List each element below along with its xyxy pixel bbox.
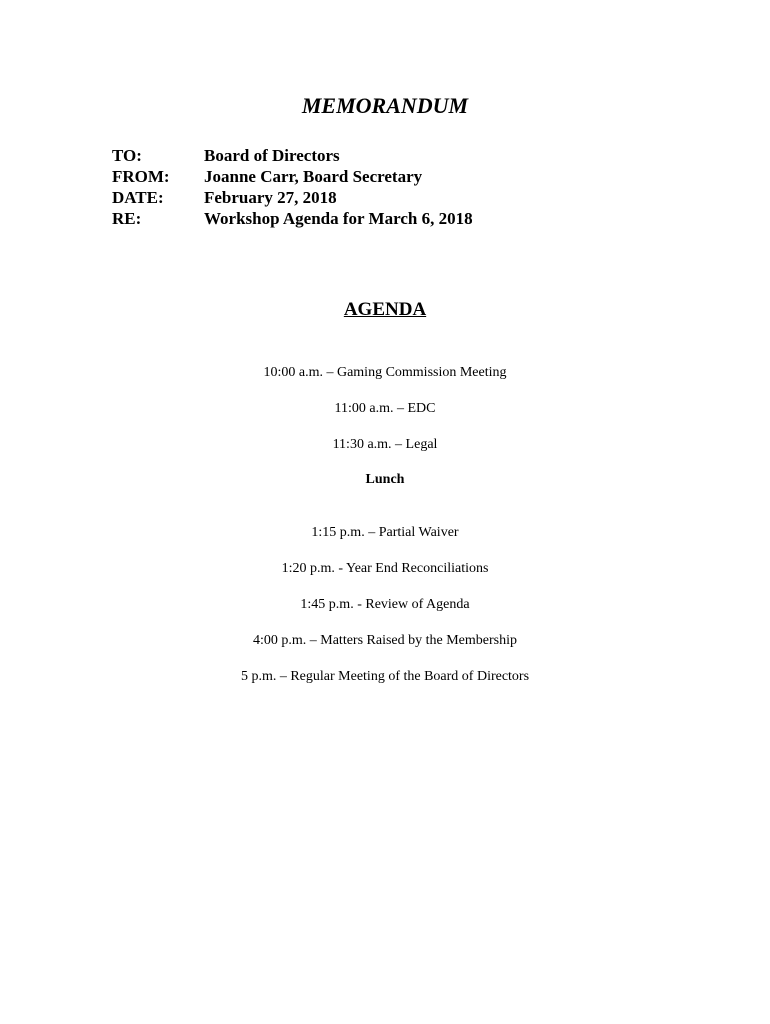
agenda-item: 11:30 a.m. – Legal — [332, 437, 438, 452]
agenda-item: 1:15 p.m. – Partial Waiver — [311, 525, 459, 540]
header-value-to: Board of Directors — [204, 146, 340, 165]
header-label-re: RE: — [112, 209, 142, 228]
header-row-from — [112, 166, 473, 187]
header-label-date: DATE: — [112, 188, 164, 207]
header-value-date: February 27, 2018 — [204, 188, 337, 207]
header-value-from: Joanne Carr, Board Secretary — [204, 167, 423, 186]
header-value-re: Workshop Agenda for March 6, 2018 — [204, 209, 473, 228]
agenda-item: 11:00 a.m. – EDC — [334, 401, 436, 416]
memo-title: MEMORANDUM — [301, 93, 469, 118]
agenda-item: 1:45 p.m. - Review of Agenda — [300, 597, 470, 612]
header-row-date — [112, 187, 473, 208]
agenda-item: 5 p.m. – Regular Meeting of the Board of Directors — [240, 669, 530, 684]
agenda-item: 1:20 p.m. - Year End Reconciliations — [281, 561, 489, 576]
agenda-item-lunch: Lunch — [365, 472, 405, 487]
header-label-from: FROM: — [112, 167, 170, 186]
agenda-item: 10:00 a.m. – Gaming Commission Meeting — [263, 365, 507, 380]
memo-header — [112, 145, 473, 229]
agenda-item: 4:00 p.m. – Matters Raised by the Membership — [252, 633, 518, 648]
header-label-to: TO: — [112, 146, 142, 165]
header-row-to — [112, 145, 473, 166]
agenda-title: AGENDA — [343, 299, 427, 320]
header-row-re — [112, 208, 473, 229]
